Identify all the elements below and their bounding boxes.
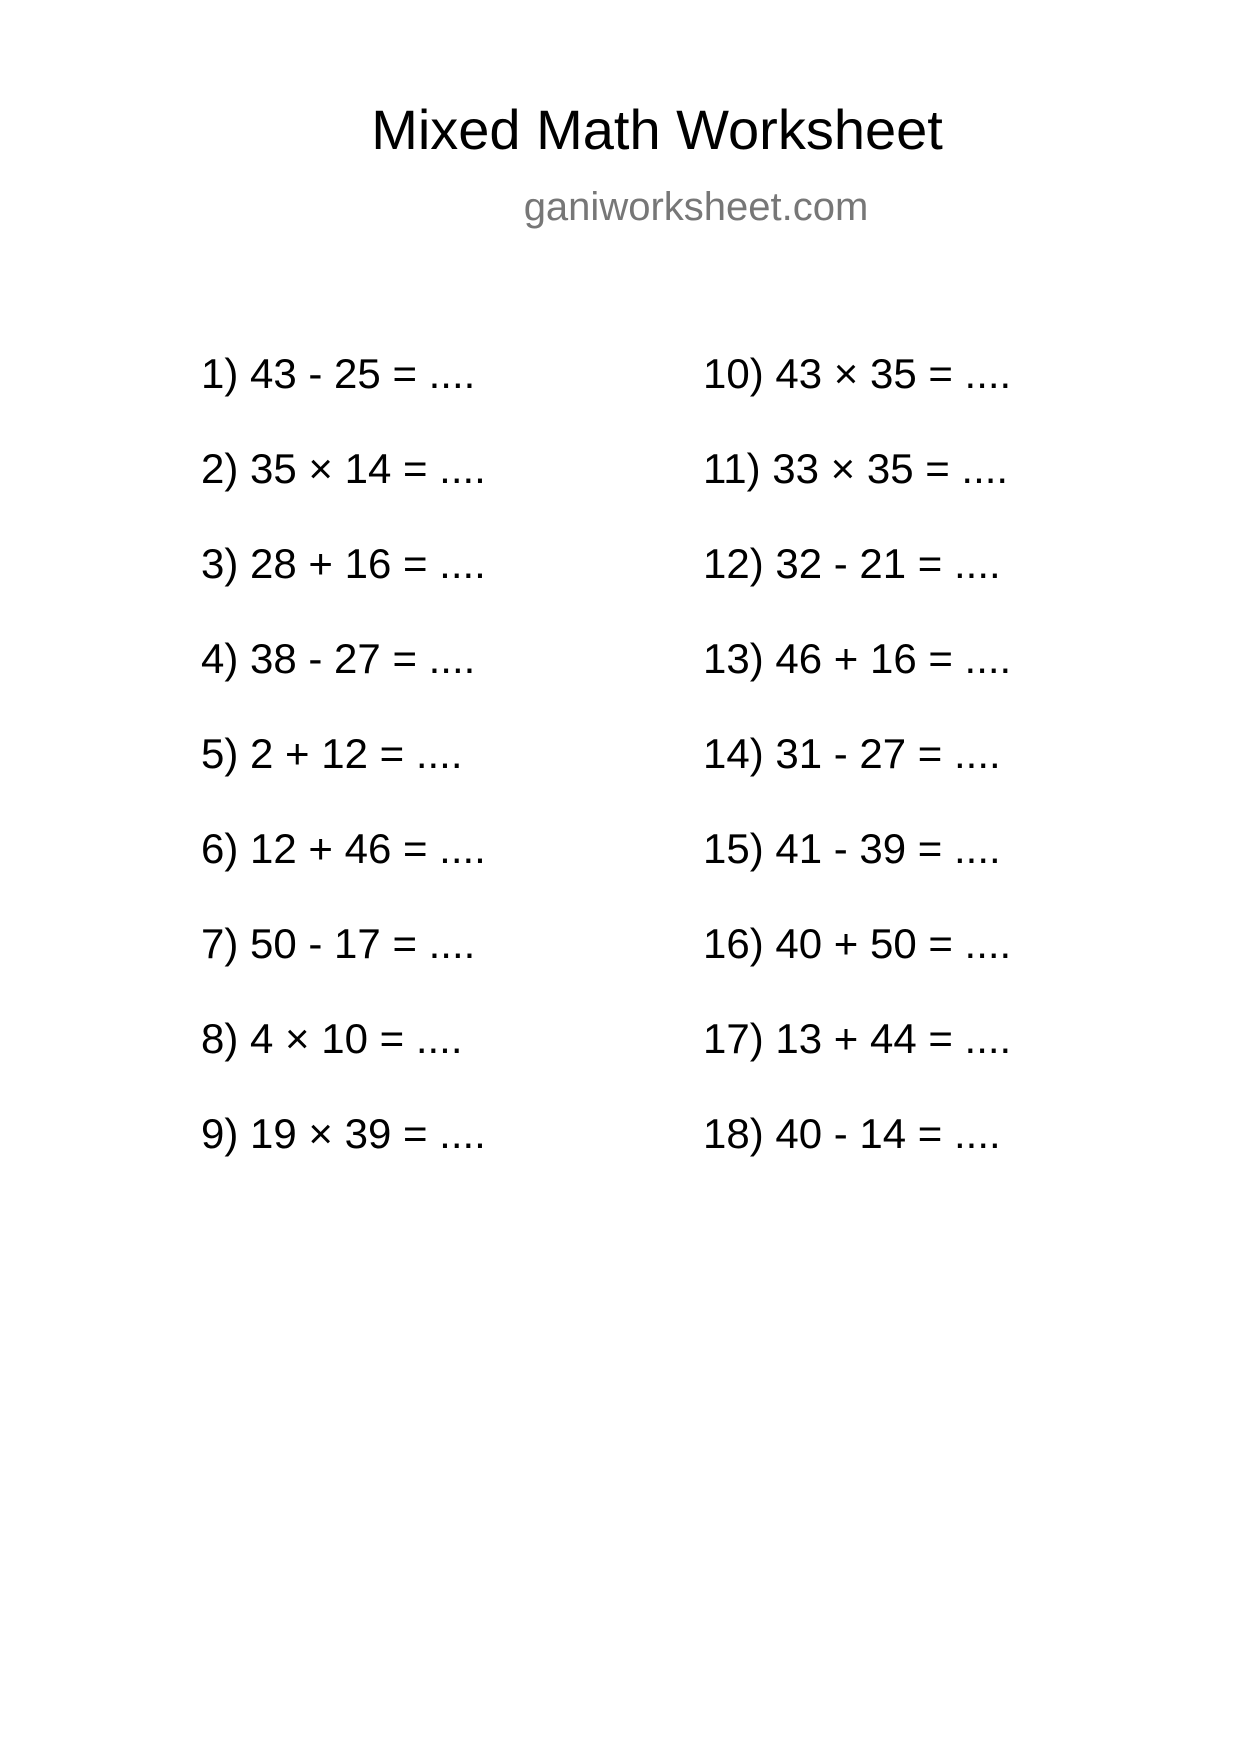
problem-item: 4) 38 - 27 = .... bbox=[201, 635, 476, 682]
problem-item: 15) 41 - 39 = .... bbox=[703, 825, 1001, 872]
problem-item: 17) 13 + 44 = .... bbox=[703, 1015, 1012, 1062]
problem-item: 11) 33 × 35 = .... bbox=[703, 445, 1009, 492]
problem-item: 8) 4 × 10 = .... bbox=[201, 1015, 463, 1062]
problem-item: 9) 19 × 39 = .... bbox=[201, 1110, 486, 1157]
problem-item: 18) 40 - 14 = .... bbox=[703, 1110, 1001, 1157]
problem-item: 12) 32 - 21 = .... bbox=[703, 540, 1001, 587]
problem-item: 7) 50 - 17 = .... bbox=[201, 920, 476, 967]
problem-item: 16) 40 + 50 = .... bbox=[703, 920, 1012, 967]
problem-item: 2) 35 × 14 = .... bbox=[201, 445, 486, 492]
problem-item: 3) 28 + 16 = .... bbox=[201, 540, 486, 587]
problem-column-left bbox=[201, 350, 486, 1205]
problem-item: 5) 2 + 12 = .... bbox=[201, 730, 463, 777]
problem-item: 6) 12 + 46 = .... bbox=[201, 825, 486, 872]
problem-item: 13) 46 + 16 = .... bbox=[703, 635, 1012, 682]
problem-item: 14) 31 - 27 = .... bbox=[703, 730, 1001, 777]
problem-item: 1) 43 - 25 = .... bbox=[201, 350, 476, 397]
source-website: ganiworksheet.com bbox=[523, 185, 869, 229]
page-title: Mixed Math Worksheet bbox=[371, 98, 943, 161]
problem-column-right bbox=[703, 350, 1011, 1205]
problem-item: 10) 43 × 35 = .... bbox=[703, 350, 1012, 397]
